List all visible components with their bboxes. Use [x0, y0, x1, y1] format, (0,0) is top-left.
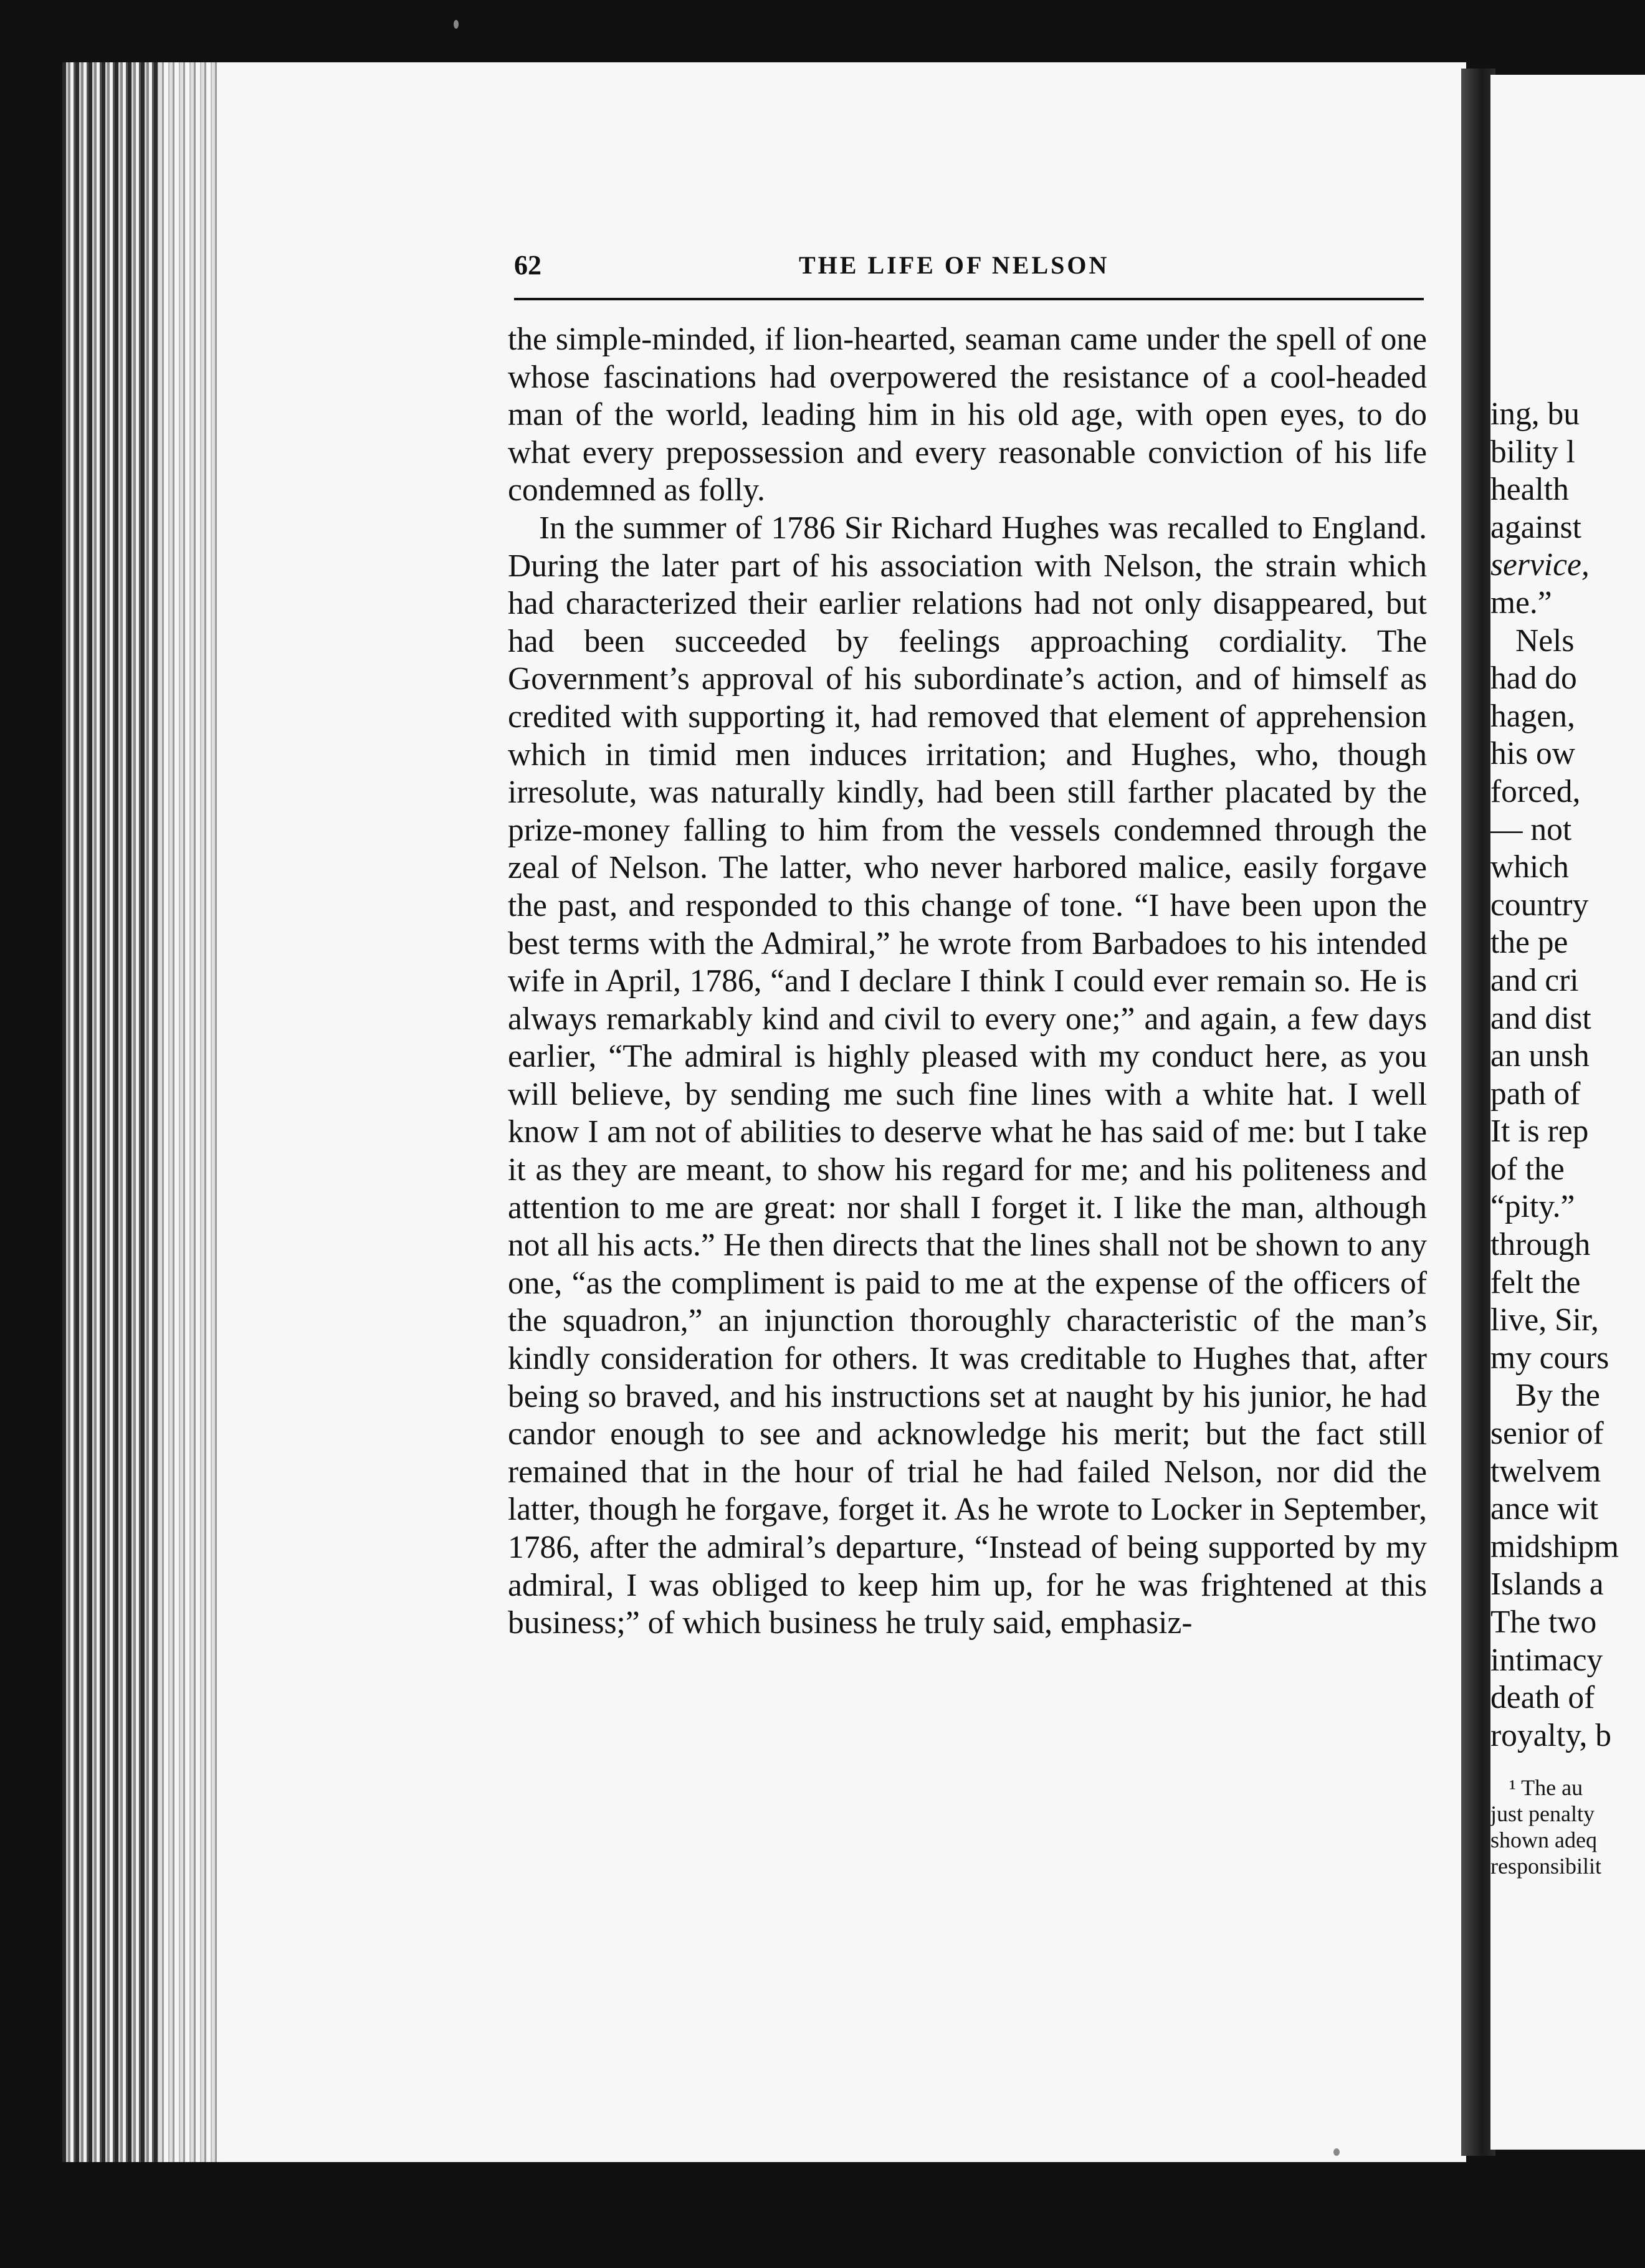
facing-page-footnote — [1490, 1775, 1645, 1879]
facing-footnote-line: ¹ The au — [1509, 1775, 1583, 1800]
facing-line: Nels — [1515, 622, 1575, 659]
ink-speck — [1333, 2148, 1340, 2156]
facing-line: country — [1490, 887, 1589, 923]
facing-line: death of — [1490, 1680, 1595, 1716]
facing-line: — not — [1490, 811, 1572, 847]
page-number: 62 — [514, 250, 541, 280]
facing-footnote-line: just penalty — [1490, 1801, 1595, 1826]
facing-line: an unsh — [1490, 1038, 1590, 1074]
facing-line: service, — [1490, 547, 1590, 583]
facing-line: of the — [1490, 1151, 1565, 1187]
facing-line: Islands a — [1490, 1566, 1604, 1603]
page-header — [514, 249, 1424, 280]
facing-line: twelvem — [1490, 1453, 1601, 1489]
facing-line: ing, bu — [1490, 396, 1580, 432]
body-text — [508, 321, 1427, 1642]
right-page — [1490, 75, 1645, 2150]
paragraph: the simple-minded, if lion-hearted, seaman came under the spell of one whose fascinations had overpowered the resistance of a cool-headed man of the world, leading him in his old age, with open eyes, to do what every prepossession and every reasonable conviction of his life condemned as folly. — [508, 322, 1427, 508]
facing-line: “pity.” — [1490, 1189, 1575, 1225]
facing-line: hagen, — [1490, 698, 1575, 734]
paragraph: In the summer of 1786 Sir Richard Hughes was recalled to England. During the later part of his association with Nelson, the strain which had characterized their earlier relations had not only disappeared, but had been succeeded by feelings approaching cordiality. The Government’s approval of his subordinate’s action, and of himself as credited with supporting it, had removed that element of apprehension which in timid men induces irritation; and Hughes, who, though irresolute, was naturally kindly, had been still farther placated by the prize-money falling to him from the vessels condemned through the zeal of Nelson. The latter, who never harbored malice, easily forgave the past, and responded to this change of tone. “I have been upon the best terms with the Admiral,” he wrote from Barbadoes to his intended wife in April, 1786, “and I declare I think I could ever remain so. He is always remarkably kind and civil to every one;” and again, a few days earlier, “The admiral is highly pleased with my conduct here, as you will believe, by sending me such fine lines with a white hat. I well know I am not of abilities to deserve what he has said of me: but I take it as they are meant, to show his regard for me; and his politeness and attention to me are great: nor shall I forget it. I like the man, although not all his acts.” He then directs that the lines shall not be shown to any one, “as the compliment is paid to me at the expense of the officers of the squadron,” an injunction thoroughly characteristic of the man’s kindly consideration for others. It was creditable to Hughes that, after being so braved, and his instructions set at naught by his junior, he had candor enough to see and acknowledge his merit; but the fact still remained that in the hour of trial he had failed Nelson, nor did the latter, though he forgave, forget it. As he wrote to Locker in September, 1786, after the admiral’s departure, “Instead of being supported by my admiral, I was obliged to keep him up, for he was frightened at this business;” of which business he truly said, emphasiz- — [508, 510, 1427, 1641]
ink-speck — [454, 20, 459, 29]
facing-line: bility l — [1490, 434, 1575, 470]
facing-line: against — [1490, 509, 1581, 545]
facing-footnote-line: shown adeq — [1490, 1827, 1597, 1852]
facing-line: my cours — [1490, 1340, 1609, 1376]
facing-line: the pe — [1490, 925, 1568, 961]
facing-line: me.” — [1490, 584, 1552, 621]
facing-line: and dist — [1490, 1000, 1591, 1036]
facing-line: By the — [1515, 1378, 1600, 1414]
facing-line: had do — [1490, 660, 1577, 697]
facing-line: his ow — [1490, 736, 1575, 772]
facing-line: forced, — [1490, 773, 1581, 809]
facing-line: intimacy — [1490, 1642, 1603, 1678]
facing-line: The two — [1490, 1604, 1597, 1640]
facing-footnote-line: responsibilit — [1490, 1854, 1601, 1879]
facing-line: midshipm — [1490, 1528, 1619, 1565]
page-edges-inner — [159, 62, 227, 2162]
facing-line: royalty, b — [1490, 1717, 1612, 1753]
running-head: THE LIFE OF NELSON — [799, 251, 1110, 279]
facing-line: felt the — [1490, 1264, 1581, 1300]
header-rule — [514, 298, 1424, 300]
facing-line: health — [1490, 472, 1569, 508]
facing-line: which — [1490, 849, 1569, 885]
facing-line: senior of — [1490, 1416, 1604, 1452]
facing-line: path of — [1490, 1075, 1581, 1112]
facing-line: It is rep — [1490, 1113, 1589, 1150]
facing-line: ance wit — [1490, 1491, 1599, 1527]
facing-line: live, Sir, — [1490, 1302, 1599, 1338]
facing-line: through — [1490, 1227, 1591, 1263]
facing-line: and cri — [1490, 962, 1579, 998]
facing-page-text — [1490, 396, 1645, 1755]
